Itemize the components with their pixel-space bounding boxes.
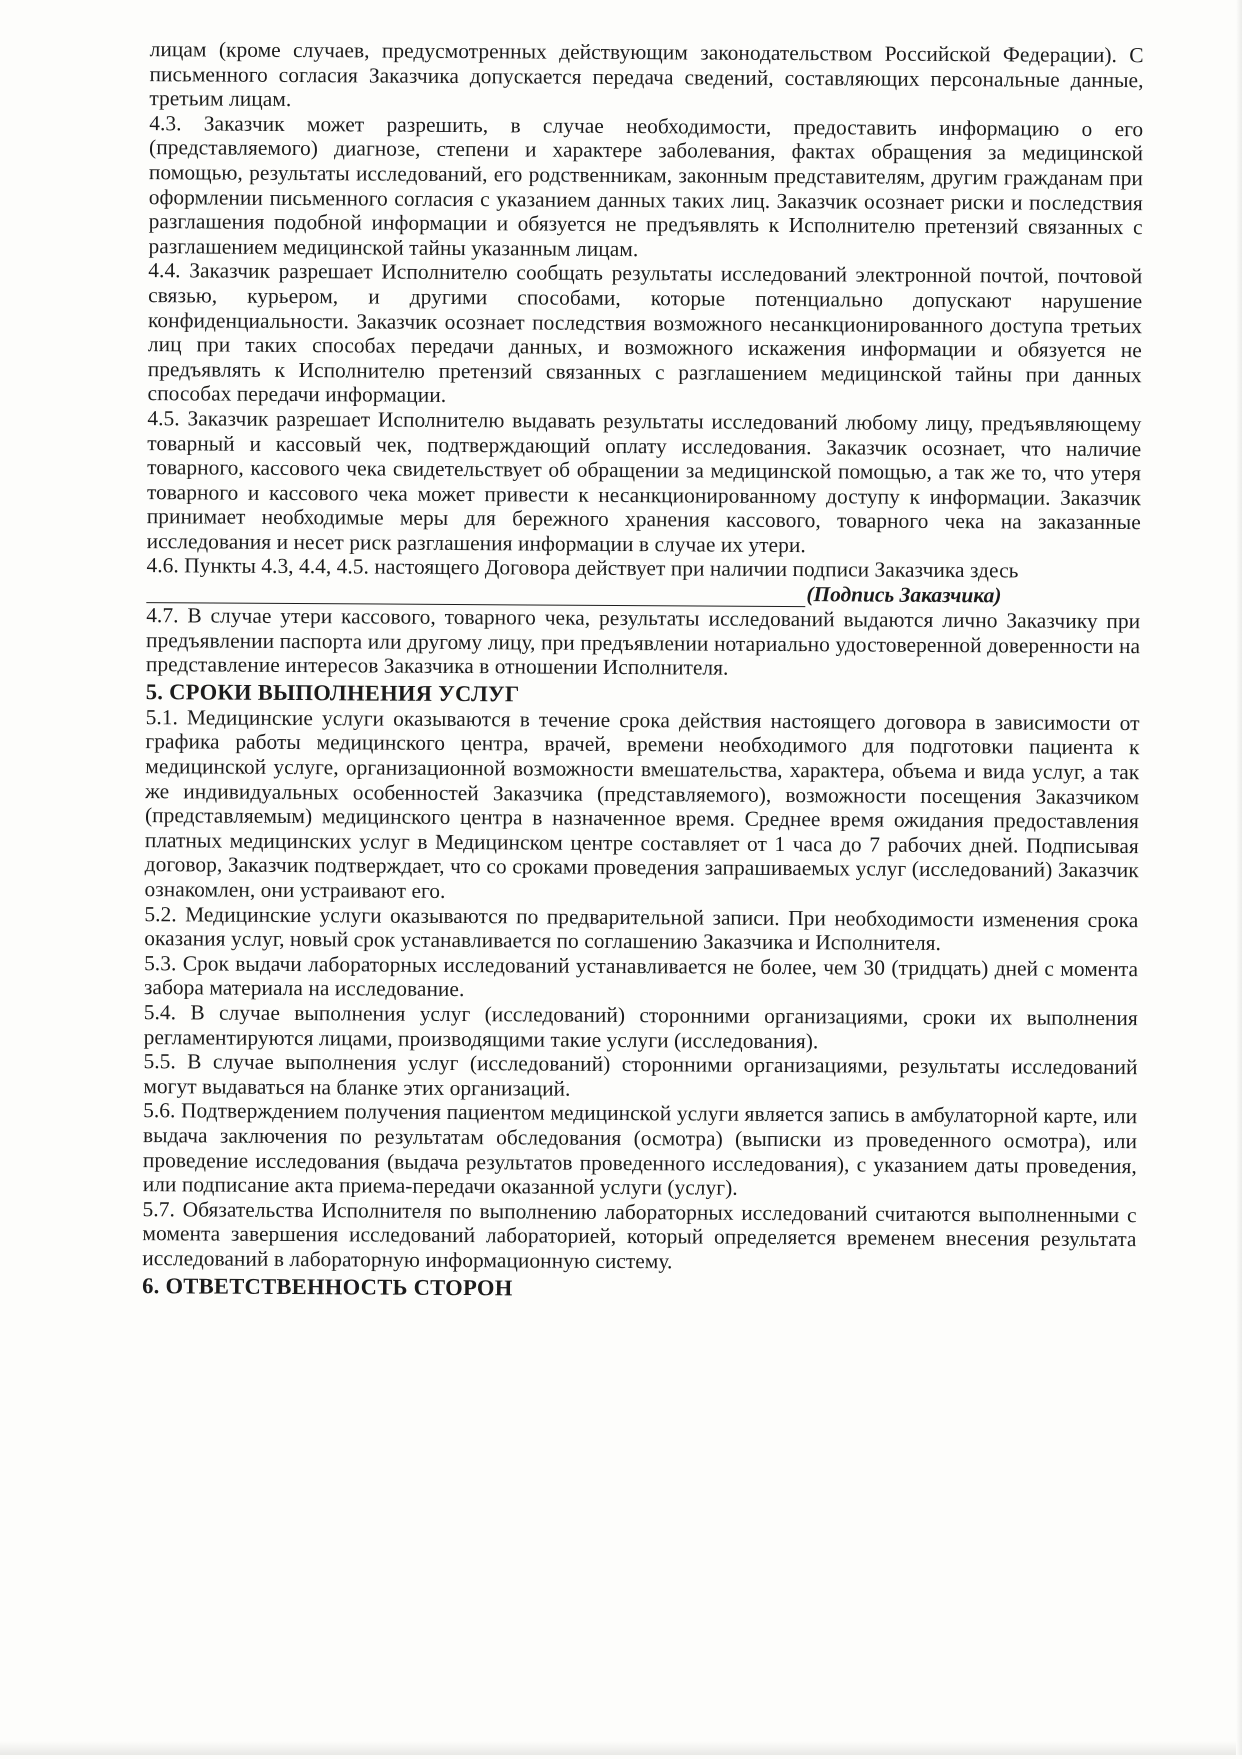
paragraph-4-4: 4.4. Заказчик разрешает Исполнителю сообщать результаты исследований электронной почтой, почтовой связью, курьером, и другими способами, которые потенциально допускают нарушение конфиденциальности. Заказчик осознает последствия возможного несанкционированного доступа третьих лиц при таких способах передачи данных, и возможного искажения информации и обязуется не предъявлять к Исполнителю претензий связанных с разглашением медицинской тайны при данных способах передачи информации. <box>148 258 1143 412</box>
section-5-title: 5. СРОКИ ВЫПОЛНЕНИЯ УСЛУГ <box>146 678 1140 711</box>
paragraph-4-7: 4.7. В случае утери кассового, товарного чека, результаты исследований выдаются лично Заказчику при предъявлении паспорта или другому лицу, при предъявлении нотариально удостоверенной доверенности на представление интересов Заказчика в отношении Исполнителя. <box>146 603 1140 683</box>
paragraph-5-5: 5.5. В случае выполнения услуг (исследований) сторонними организациями, результаты исследований могут выдаваться на бланке этих организаций. <box>143 1049 1137 1104</box>
paragraph-5-7: 5.7. Обязательства Исполнителя по выполнению лабораторных исследований считаются выполненными с момента завершения исследований лабораторией, который определяется временем внесения результата исследований в лабораторную информационную систему. <box>142 1197 1136 1277</box>
paragraph-5-3: 5.3. Срок выдачи лабораторных исследований устанавливается не более, чем 30 (тридцать) дней с момента забора материала на исследование. <box>144 951 1138 1006</box>
signature-caption: (Подпись Заказчика) <box>806 583 1001 609</box>
paragraph-5-4: 5.4. В случае выполнения услуг (исследований) сторонними организациями, сроки их выполнения регламентируются лицами, производящими такие услуги (исследования). <box>144 1000 1138 1055</box>
paragraph-4-6: 4.6. Пункты 4.3, 4.4, 4.5. настоящего Договора действует при наличии подписи Заказчика здесь <box>146 554 1140 585</box>
paragraph-5-1: 5.1. Медицинские услуги оказываются в течение срока действия настоящего договора в зависимости от графика работы медицинского центра, врачей, времени необходимого для подготовки пациента к медицинской услуге, организационной возможности вмешательства, характера, объема и вида услуг, а так же индивидуальных особенностей Заказчика (представляемого), возможности посещения Заказчиком (представляемым) медицинского центра в назначенное время. Среднее время ожидания предоставления платных медицинских услуг в Медицинском центре составляет от 1 часа до 7 рабочих дней. Подписывая договор, Заказчик подтверждает, что со сроками проведения запрашиваемых услуг (исследований) Заказчик ознакомлен, они устраивают его. <box>144 705 1139 908</box>
paragraph-4-2-continuation: лицам (кроме случаев, предусмотренных действующим законодательством Российской Федерации). С письменного согласия Заказчика допускается передача сведений, составляющих персональные данные, третьим лицам. <box>149 37 1143 117</box>
paragraph-5-2: 5.2. Медицинские услуги оказываются по предварительной записи. При необходимости изменения срока оказания услуг, новый срок устанавливается по соглашению Заказчика и Исполнителя. <box>144 902 1138 957</box>
section-6-title: 6. ОТВЕТСТВЕННОСТЬ СТОРОН <box>142 1272 1136 1305</box>
paragraph-4-5: 4.5. Заказчик разрешает Исполнителю выдавать результаты исследований любому лицу, предъявляющему товарный и кассовый чек, подтверждающий оплату исследования. Заказчик осознает, что наличие товарного, кассового чека свидетельствует об обращении за медицинской помощью, а так же то, что утеря товарного и кассового чека может привести к несанкционированному доступу к информации. Заказчик принимает необходимые меры для бережного хранения кассового, товарного чека на заказанные исследования и несет риск разглашения информации в случае их утери. <box>147 406 1142 560</box>
scan-edge-shadow-right <box>1236 0 1242 1755</box>
scan-edge-shadow <box>0 1741 1242 1755</box>
paragraph-4-3: 4.3. Заказчик может разрешить, в случае необходимости, предоставить информацию о его (представляемого) диагнозе, степени и характере заболевания, фактах обращения за медицинской помощью, результаты исследований, его родственникам, законным представителям, другим гражданам при оформлении письменного согласия с указанием данных таких лиц. Заказчик осознает риски и последствия разглашения подобной информации и обязуется не предъявлять к Исполнителю претензий связанных с разглашением медицинской тайны указанным лицам. <box>148 111 1143 265</box>
paragraph-5-6: 5.6. Подтверждением получения пациентом медицинской услуги является запись в амбулаторной карте, или выдача заключения по результатам обследования (осмотра) (выписки из проведенного осмотра), или проведение исследования (выдача результатов проведенного исследования), с указанием даты проведения, или подписание акта приема-передачи оказанной услуги (услуг). <box>143 1098 1138 1202</box>
